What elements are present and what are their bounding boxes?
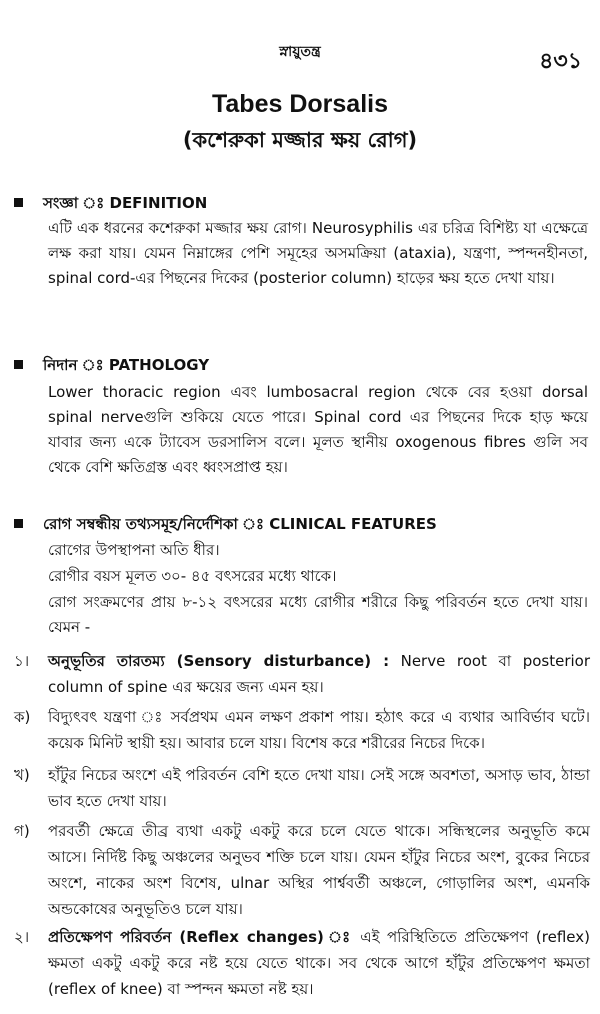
item-body bbox=[48, 648, 590, 700]
pathology-heading-text: নিদান ঃ PATHOLOGY bbox=[43, 356, 210, 374]
clinical-line-3: রোগ সংক্রমণের প্রায় ৮-১২ বৎসরের মধ্যে রোগীর শরীরে কিছু পরিবর্তন হতে দেখা যায়। যেমন - bbox=[48, 593, 588, 636]
page-number: ৪৩১ bbox=[539, 49, 582, 74]
title-english: Tabes Dorsalis bbox=[211, 90, 388, 118]
item-text: হাঁটুর নিচের অংশে এই পরিবর্তন বেশি হতে দেখা যায়। সেই সঙ্গে অবশতা, অসাড় ভাব, ঠান্ডা ভাব হতে দেখা যায়। bbox=[48, 766, 590, 810]
item-body bbox=[48, 704, 590, 756]
item-marker: ক) bbox=[14, 708, 31, 726]
list-item bbox=[14, 924, 590, 1002]
item-text: Nerve root বা posterior column of spine এর ক্ষয়ের জন্য এমন হয়। bbox=[48, 652, 590, 696]
pathology-heading bbox=[14, 353, 209, 377]
clinical-line-1: রোগের উপস্থাপনা অতি ধীর। bbox=[48, 541, 220, 559]
title-bengali: (কশেরুকা মজ্জার ক্ষয় রোগ) bbox=[182, 128, 418, 152]
square-bullet-icon bbox=[14, 198, 23, 207]
definition-heading bbox=[14, 191, 207, 215]
list-item bbox=[14, 818, 590, 922]
item-body bbox=[48, 924, 590, 1002]
item-marker: গ) bbox=[14, 822, 30, 840]
item-marker: ২। bbox=[14, 928, 30, 946]
item-text: পরবর্তী ক্ষেত্রে তীব্র ব্যথা একটু একটু করে চলে যেতে থাকে। সন্ধিস্থলের অনুভূতি কমে আসে। নির্দিষ্ট কিছু অঞ্চলের অনুভব শক্তি চলে যায়। যেমন হাঁটুর নিচের অংশ, বুকের নিচের অংশে, নাকের অংশ বিশেষ, ulnar অস্থির পার্শ্ববর্তী অঞ্চলে, গোড়ালির অংশ, এমনকি অন্ডকোষের অনুভূতিও চলে যায়। bbox=[48, 822, 590, 918]
item-marker: খ) bbox=[14, 766, 30, 784]
item-body bbox=[48, 762, 590, 814]
clinical-heading-text: রোগ সম্বন্ধীয় তথ্যসমূহ/নির্দেশিকা ঃ CLINICAL FEATURES bbox=[43, 515, 437, 533]
item-body bbox=[48, 818, 590, 922]
item-title: প্রতিক্ষেপণ পরিবর্তন (Reflex changes) ঃ bbox=[48, 928, 353, 946]
clinical-line-2: রোগীর বয়স মূলত ৩০- ৪৫ বৎসরের মধ্যে থাকে। bbox=[48, 567, 337, 585]
definition-text: এটি এক ধরনের কশেরুকা মজ্জার ক্ষয় রোগ। Neurosyphilis এর চরিত্র বিশিষ্ট্য যা এক্ষেত্রে লক্ষ করা যায়। যেমন নিম্নাঙ্গের পেশি সমূহের অসমক্রিয়া (ataxia), যন্ত্রণা, স্পন্দনহীনতা, spinal cord-এর পিছনের দিকের (posterior column) হাড়ের ক্ষয় হতে দেখা যায়। bbox=[48, 219, 588, 287]
pathology-text: Lower thoracic region এবং lumbosacral region থেকে বের হওয়া dorsal spinal nerveগুলি শুকিয়ে যেতে পারে। Spinal cord এর পিছনের দিকে হাড় ক্ষয়ে যাবার জন্য একে ট্যাবেস ডরসালিস বলে। মূলত স্থানীয় oxogenous fibres গুলি সব থেকে বেশি ক্ষতিগ্রস্ত এবং ধ্বংসপ্রাপ্ত হয়। bbox=[48, 383, 588, 476]
list-item bbox=[14, 762, 590, 814]
item-marker: ১। bbox=[14, 652, 30, 670]
square-bullet-icon bbox=[14, 519, 23, 528]
item-text: বিদ্যুৎবৎ যন্ত্রণা ঃ সর্বপ্রথম এমন লক্ষণ প্রকাশ পায়। হঠাৎ করে এ ব্যথার আবির্ভাব ঘটে। কয়েক মিনিট স্থায়ী হয়। আবার চলে যায়। বিশেষ করে শরীরের নিচের দিকে। bbox=[48, 708, 590, 752]
list-item bbox=[14, 704, 590, 756]
clinical-heading bbox=[14, 512, 437, 536]
running-title: স্নায়ুতন্ত্র bbox=[279, 44, 321, 60]
list-item bbox=[14, 648, 590, 700]
item-title: অনুভূতির তারতম্য (Sensory disturbance) : bbox=[48, 652, 390, 670]
square-bullet-icon bbox=[14, 360, 23, 369]
item-text: এই পরিস্থিতিতে প্রতিক্ষেপণ (reflex) ক্ষমতা একটু একটু করে নষ্ট হয়ে যেতে থাকে। সব থেকে আগে হাঁটুর প্রতিক্ষেপণ ক্ষমতা (reflex of knee) বা স্পন্দন ক্ষমতা নষ্ট হয়। bbox=[48, 928, 590, 998]
definition-heading-text: সংজ্ঞা ঃ DEFINITION bbox=[43, 194, 208, 212]
